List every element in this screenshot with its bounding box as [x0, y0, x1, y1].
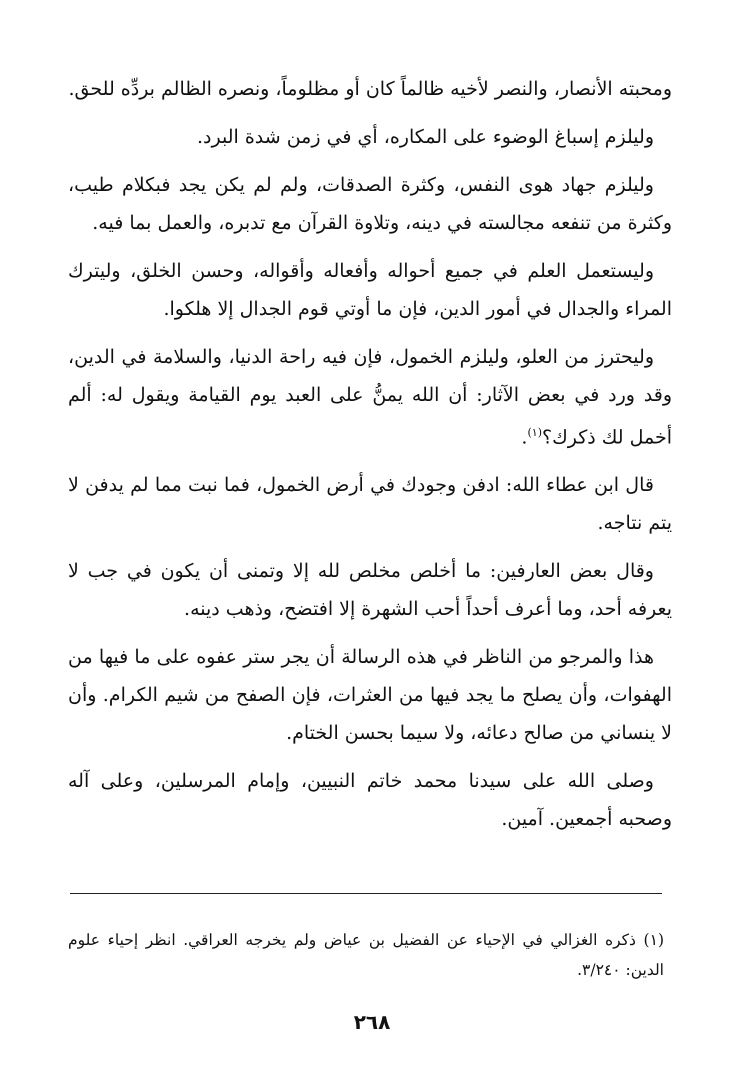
paragraph-2 [68, 118, 672, 156]
page-number: ٢٦٨ [353, 1010, 391, 1034]
paragraph-4 [68, 252, 672, 328]
paragraph-6 [68, 466, 672, 542]
paragraph-6-text: قال ابن عطاء الله: ادفن وجودك في أرض الخمول، فما نبت مما لم يدفن لا يتم نتاجه. [68, 474, 672, 535]
paragraph-9 [68, 762, 672, 838]
paragraph-9-text: وصلى الله على سيدنا محمد خاتم النبيين، وإمام المرسلين، وعلى آله وصحبه أجمعين. آمين. [68, 770, 672, 831]
paragraph-5-end: . [521, 426, 528, 449]
paragraph-3 [68, 166, 672, 242]
paragraph-1: ومحبته الأنصار، والنصر لأخيه ظالماً كان أو مظلوماً، ونصره الظالم بردِّه للحق. [68, 78, 672, 100]
paragraph-8-text: هذا والمرجو من الناظر في هذه الرسالة أن يجر ستر عفوه على ما فيها من الهفوات، وأن يصلح ما يجد فيها من العثرات، فإن الصفح من شيم الكرام. وأن لا ينساني من صالح دعائه، ولا سيما بحسن الختام. [68, 646, 672, 745]
paragraph-2-text: وليلزم إسباغ الوضوء على المكاره، أي في زمن شدة البرد. [197, 126, 654, 148]
paragraph-8 [68, 638, 672, 752]
paragraph-3-text: وليلزم جهاد هوى النفس، وكثرة الصدقات، ولم لم يكن يجد فبكلام طيب، وكثرة من تنفعه مجالسته في دينه، وتلاوة القرآن مع تدبره، والعمل بما فيه. [68, 174, 672, 234]
footnote-divider [70, 893, 662, 894]
footnote-marker: (١) [527, 426, 542, 439]
page-body [68, 70, 672, 848]
paragraph-5 [68, 338, 672, 456]
paragraph-4-text: وليستعمل العلم في جميع أحواله وأفعاله وأقواله، وحسن الخلق، وليترك المراء والجدال في أمور الدين، فإن ما أوتي قوم الجدال إلا هلكوا. [68, 260, 672, 320]
paragraph-7 [68, 552, 672, 628]
footnote: (١) ذكره الغزالي في الإحياء عن الفضيل بن عياض ولم يخرجه العراقي. انظر إحياء علوم الدين: ٣/٢٤٠. [68, 931, 664, 979]
paragraph-5-text: وليحترز من العلو، وليلزم الخمول، فإن فيه راحة الدنيا، والسلامة في الدين، وقد ورد في بعض الآثار: أن الله يمنُّ على العبد يوم القيامة ويقول له: ألم أخمل لك ذكرك؟ [68, 346, 672, 449]
paragraph-7-text: وقال بعض العارفين: ما أخلص مخلص لله إلا وتمنى أن يكون في جب لا يعرفه أحد، وما أعرف أحداً أحب الشهرة إلا افتضح، وذهب دينه. [68, 560, 672, 621]
